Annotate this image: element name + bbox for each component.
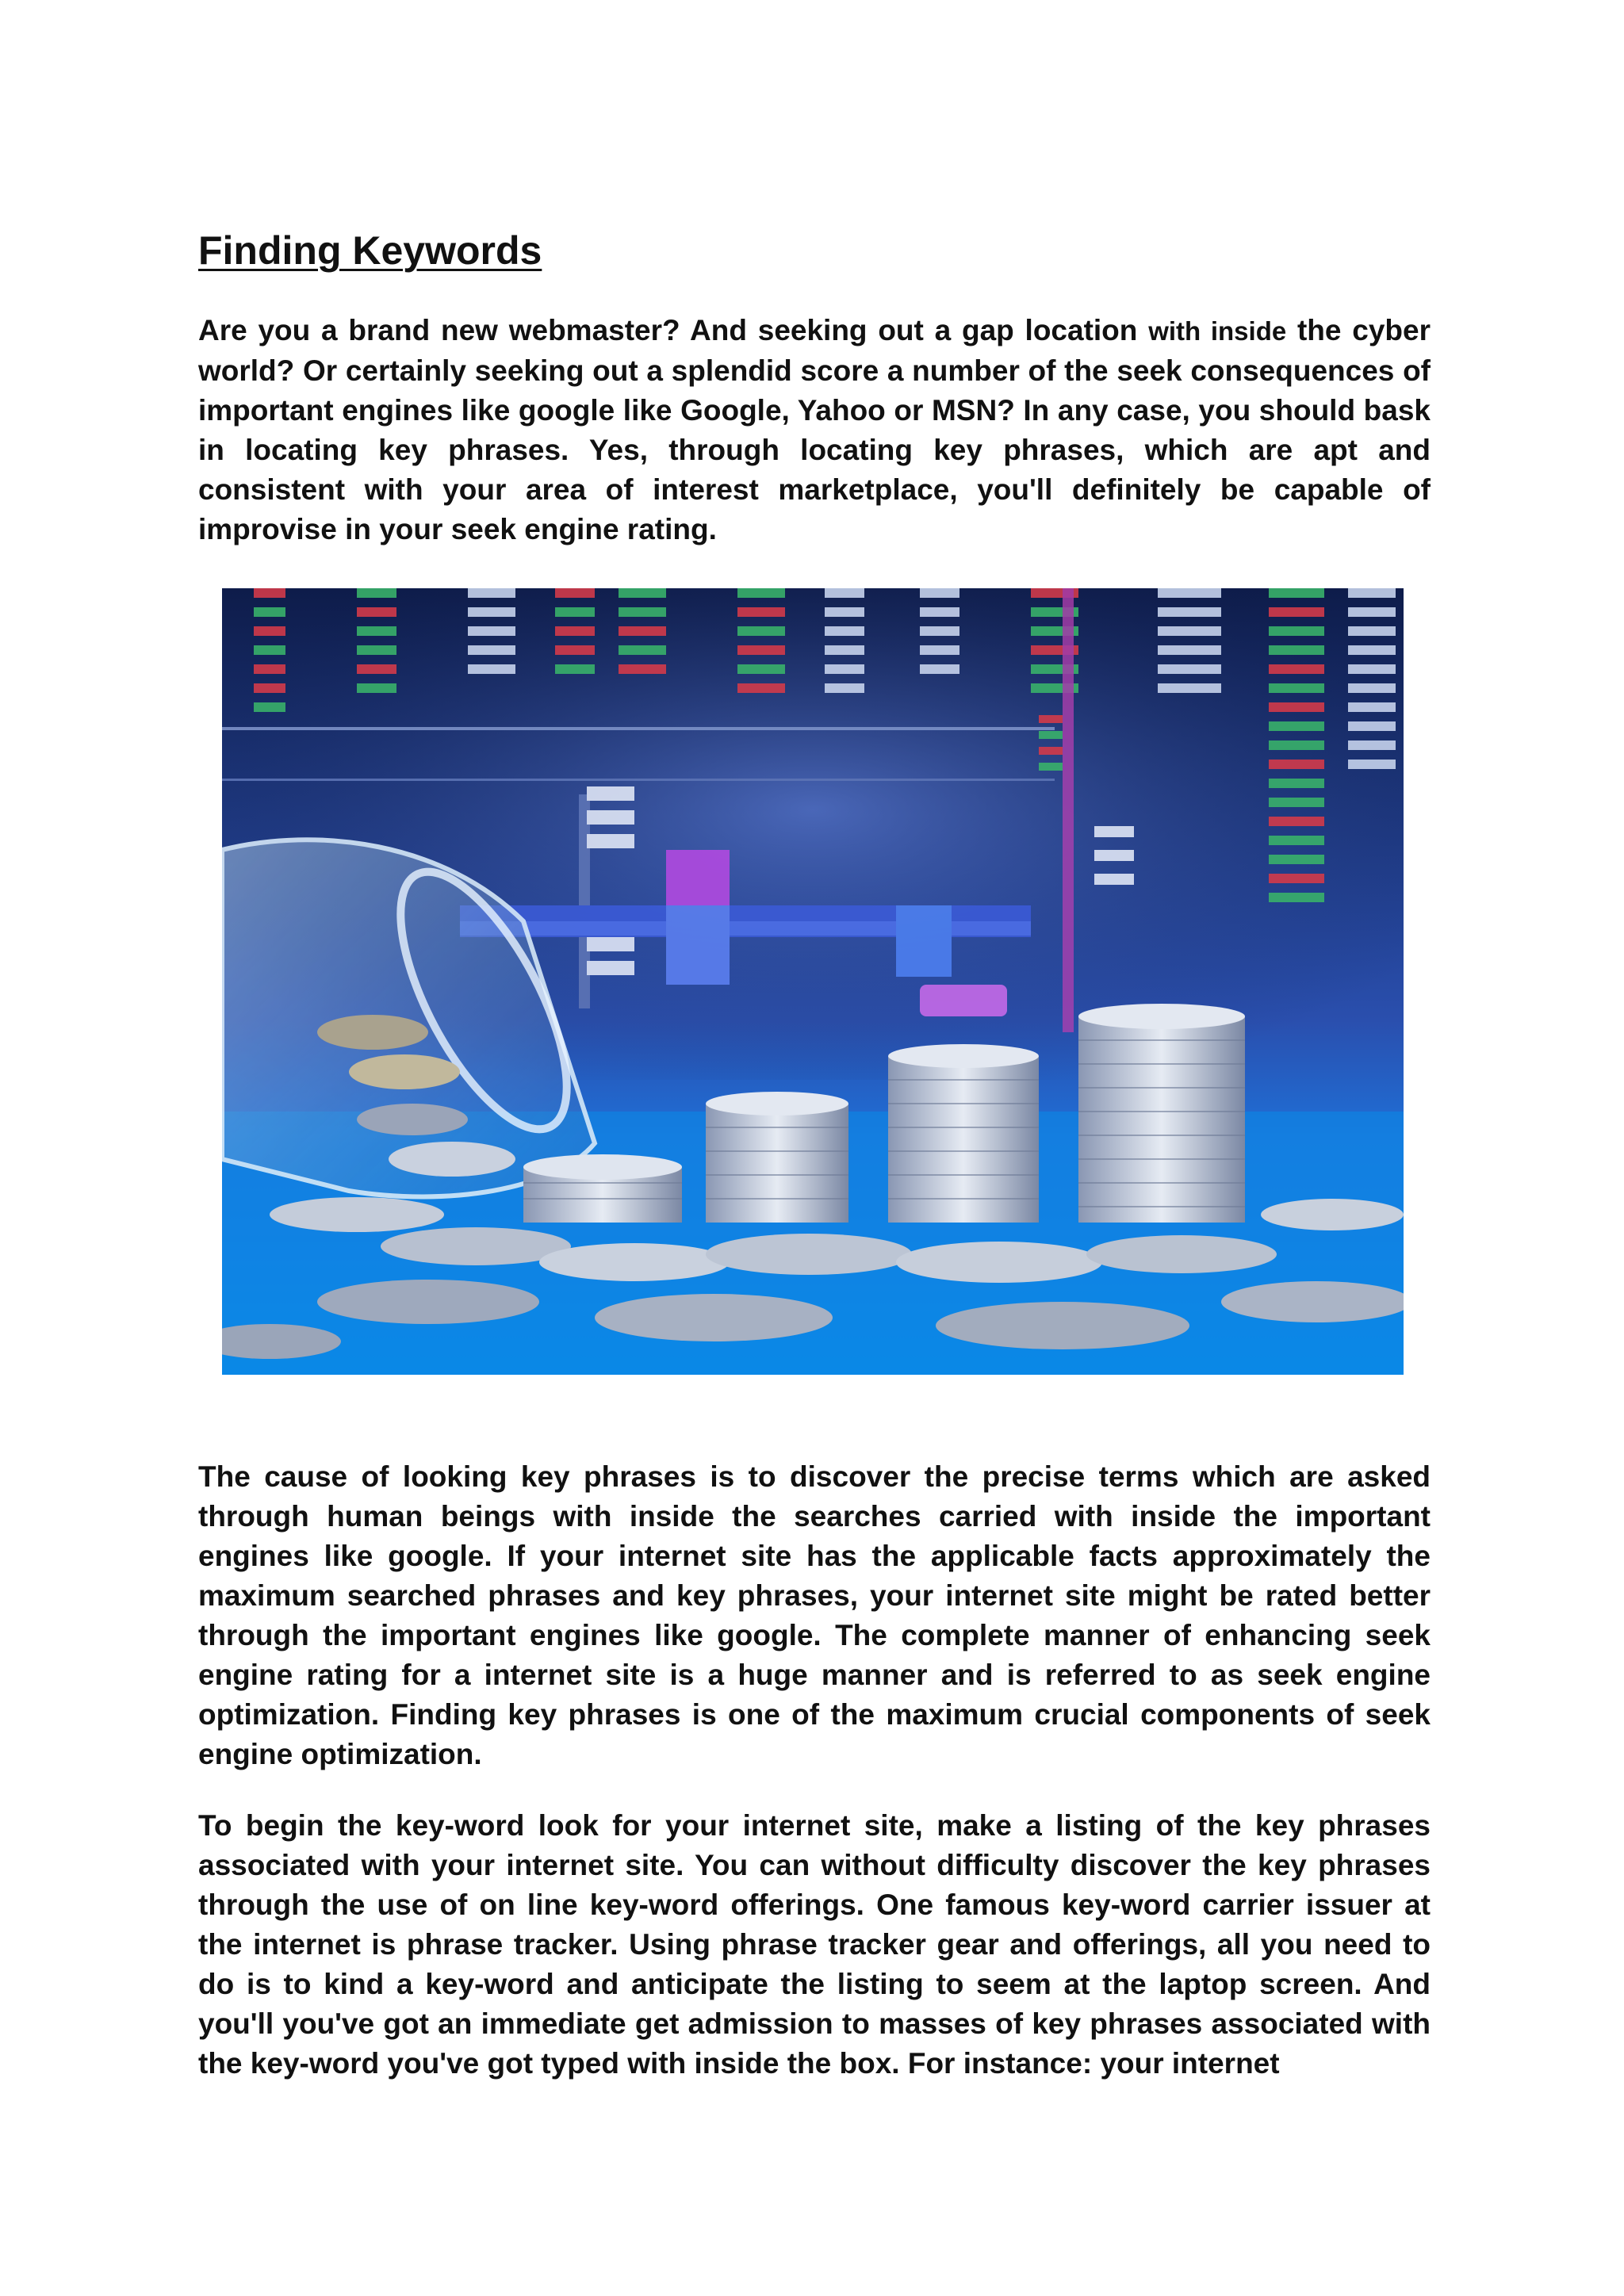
coins-stock-photo (222, 588, 1404, 1375)
intro-text-small: with inside (1148, 316, 1287, 346)
document-page (198, 222, 1431, 549)
paragraph-keyword-purpose: The cause of looking key phrases is to discover the precise terms which are asked through human beings with inside the searches carried with inside the important engines like google. If your internet site has the applicable facts approximately the maximum searched phrases and key phrases, your internet site might be rated better through the important engines like google. The complete manner of enhancing seek engine rating for a internet site is a huge manner and is referred to as seek engine optimization. Finding key phrases is one of the maximum crucial components of seek engine optimization. (198, 1460, 1431, 1770)
document-body-lower (198, 1457, 1431, 2084)
intro-text-start: Are you a brand new webmaster? And seeking out a gap location (198, 314, 1149, 346)
intro-paragraph (198, 311, 1431, 549)
coins-illustration (222, 588, 1404, 1375)
paragraph-keyword-research: To begin the key-word look for your internet site, make a listing of the key phrases associated with your internet site. You can without difficulty discover the key phrases through the use of on line key-word offerings. One famous key-word carrier issuer at the internet is phrase tracker. Using phrase tracker gear and offerings, all you need to do is to kind a key-word and anticipate the listing to seem at the laptop screen. And you'll you've got an immediate get admission to masses of key phrases associated with the key-word you've got typed with inside the box. For instance: your internet (198, 1809, 1431, 2080)
page-title: Finding Keywords (198, 228, 542, 273)
intro-text-end: the cyber world? Or certainly seeking out a splendid score a number of the seek consequences of important engines like google like Google, Yahoo or MSN? In any case, you should bask in locating key phrases. Yes, through locating key phrases, which are apt and consistent with your area of interest marketplace, you'll definitely be capable of improvise in your seek engine rating. (198, 314, 1431, 545)
